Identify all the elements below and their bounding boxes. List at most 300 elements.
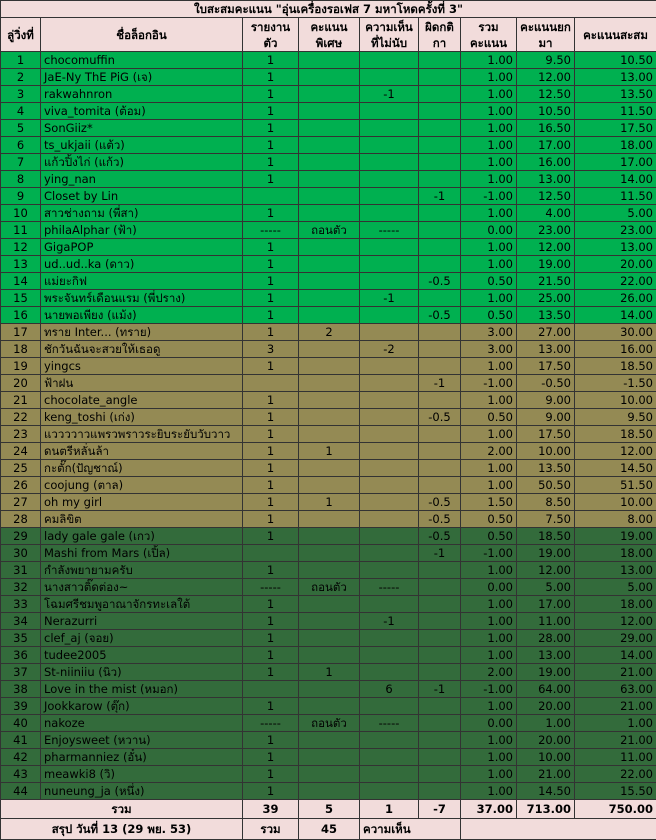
lane-number: 24	[1, 443, 41, 460]
table-row	[1, 562, 656, 579]
report-count: 3	[243, 341, 299, 358]
bonus-points	[299, 732, 360, 749]
foul-points	[419, 171, 461, 188]
accumulated-points: 18.00	[575, 545, 656, 562]
report-count: -----	[243, 715, 299, 732]
foul-points	[419, 137, 461, 154]
bonus-points	[299, 409, 360, 426]
total-points: 1.00	[461, 205, 517, 222]
bonus-points	[299, 86, 360, 103]
report-count: 1	[243, 460, 299, 477]
lane-number: 33	[1, 596, 41, 613]
lane-number: 23	[1, 426, 41, 443]
bonus-points	[299, 460, 360, 477]
uncounted-comments: -----	[360, 715, 419, 732]
report-count: 1	[243, 443, 299, 460]
login-name: JaE-Ny ThE PiG (เจ)	[41, 69, 243, 86]
uncounted-comments	[360, 545, 419, 562]
accumulated-points: 18.00	[575, 137, 656, 154]
lane-number: 16	[1, 307, 41, 324]
lane-number: 37	[1, 664, 41, 681]
accumulated-points: 26.00	[575, 290, 656, 307]
report-count: 1	[243, 205, 299, 222]
login-name: coojung (ตาล)	[41, 477, 243, 494]
report-count: -----	[243, 579, 299, 596]
foul-points	[419, 120, 461, 137]
total-points: 1.00	[461, 698, 517, 715]
foul-points	[419, 443, 461, 460]
bonus-points	[299, 630, 360, 647]
table-row	[1, 460, 656, 477]
uncounted-comments: -2	[360, 341, 419, 358]
login-name: chocolate_angle	[41, 392, 243, 409]
lane-number: 6	[1, 137, 41, 154]
report-count: 1	[243, 120, 299, 137]
total-points: -1.00	[461, 188, 517, 205]
table-row	[1, 375, 656, 392]
uncounted-comments	[360, 188, 419, 205]
report-count: 1	[243, 69, 299, 86]
foul-points	[419, 664, 461, 681]
title-row	[1, 1, 656, 18]
report-count: 1	[243, 239, 299, 256]
uncounted-comments	[360, 749, 419, 766]
header-carried: คะแนนยกมา	[517, 18, 575, 52]
total-points: 1.00	[461, 783, 517, 800]
total-points: 0.00	[461, 579, 517, 596]
report-count: 1	[243, 290, 299, 307]
lane-number: 35	[1, 630, 41, 647]
table-row	[1, 290, 656, 307]
total-points: 1.00	[461, 358, 517, 375]
uncounted-comments	[360, 307, 419, 324]
lane-number: 20	[1, 375, 41, 392]
summary-accum: 750.00	[575, 800, 656, 819]
report-count: 1	[243, 358, 299, 375]
foul-points	[419, 290, 461, 307]
total-points: 1.00	[461, 749, 517, 766]
accumulated-points: 8.00	[575, 511, 656, 528]
foul-points	[419, 69, 461, 86]
report-count	[243, 375, 299, 392]
total-points: -1.00	[461, 681, 517, 698]
lane-number: 40	[1, 715, 41, 732]
lane-number: 13	[1, 256, 41, 273]
carried-points: 12.00	[517, 562, 575, 579]
total-points: 1.00	[461, 154, 517, 171]
report-count: 1	[243, 154, 299, 171]
table-row	[1, 69, 656, 86]
report-count: 1	[243, 426, 299, 443]
login-name: นางสาวติ๊ดต่อง~	[41, 579, 243, 596]
uncounted-comments	[360, 426, 419, 443]
report-count: 1	[243, 562, 299, 579]
lane-number: 19	[1, 358, 41, 375]
total-points: 1.00	[461, 766, 517, 783]
foul-points	[419, 562, 461, 579]
lane-number: 28	[1, 511, 41, 528]
carried-points: 23.00	[517, 222, 575, 239]
foul-points	[419, 613, 461, 630]
accumulated-points: 18.00	[575, 596, 656, 613]
uncounted-comments	[360, 766, 419, 783]
login-name: แก้วปิ้งไก่ (แก้ว)	[41, 154, 243, 171]
carried-points: 10.50	[517, 103, 575, 120]
lane-number: 2	[1, 69, 41, 86]
table-row	[1, 341, 656, 358]
accumulated-points: 17.00	[575, 154, 656, 171]
foul-points	[419, 426, 461, 443]
foul-points: -1	[419, 375, 461, 392]
total-points: 1.00	[461, 171, 517, 188]
login-name: สาวช่างถาม (พี่สา)	[41, 205, 243, 222]
foul-points: -0.5	[419, 494, 461, 511]
report-count	[243, 681, 299, 698]
accumulated-points: 22.00	[575, 273, 656, 290]
foul-points	[419, 52, 461, 69]
bonus-points	[299, 103, 360, 120]
table-row	[1, 188, 656, 205]
lane-number: 5	[1, 120, 41, 137]
foul-points	[419, 596, 461, 613]
lane-number: 4	[1, 103, 41, 120]
login-name: แววววาวแพรวพราวระยิบระยับวับวาว	[41, 426, 243, 443]
login-name: Jookkarow (ตุ๊ก)	[41, 698, 243, 715]
header-login: ชื่อล็อกอิน	[41, 18, 243, 52]
lane-number: 29	[1, 528, 41, 545]
accumulated-points: 63.00	[575, 681, 656, 698]
lane-number: 31	[1, 562, 41, 579]
carried-points: 10.00	[517, 443, 575, 460]
table-row	[1, 783, 656, 800]
carried-points: 12.00	[517, 69, 575, 86]
login-name: ying_nan	[41, 171, 243, 188]
report-count: 1	[243, 511, 299, 528]
carried-points: 13.00	[517, 341, 575, 358]
uncounted-comments	[360, 52, 419, 69]
carried-points: 27.00	[517, 324, 575, 341]
lane-number: 43	[1, 766, 41, 783]
lane-number: 15	[1, 290, 41, 307]
login-name: yingcs	[41, 358, 243, 375]
report-count: -----	[243, 222, 299, 239]
login-name: ทราย Inter... (ทราย)	[41, 324, 243, 341]
table-row	[1, 120, 656, 137]
login-name: nakoze	[41, 715, 243, 732]
foul-points: -1	[419, 545, 461, 562]
footer-blank	[461, 819, 656, 840]
carried-points: 25.00	[517, 290, 575, 307]
lane-number: 32	[1, 579, 41, 596]
report-count: 1	[243, 664, 299, 681]
accumulated-points: 19.00	[575, 528, 656, 545]
header-row	[1, 18, 656, 52]
table-row	[1, 698, 656, 715]
accumulated-points: 13.00	[575, 562, 656, 579]
total-points: -1.00	[461, 545, 517, 562]
footer-label: สรุป วันที่ 13 (29 พย. 53)	[1, 819, 243, 840]
bonus-points: 2	[299, 324, 360, 341]
accumulated-points: 21.00	[575, 664, 656, 681]
bonus-points	[299, 137, 360, 154]
table-row	[1, 171, 656, 188]
header-foul: ผิดกติกา	[419, 18, 461, 52]
accumulated-points: 5.00	[575, 579, 656, 596]
total-points: 0.50	[461, 409, 517, 426]
accumulated-points: 22.00	[575, 766, 656, 783]
total-points: 0.50	[461, 511, 517, 528]
report-count: 1	[243, 766, 299, 783]
uncounted-comments	[360, 477, 419, 494]
foul-points	[419, 392, 461, 409]
carried-points: -0.50	[517, 375, 575, 392]
uncounted-comments	[360, 120, 419, 137]
table-row	[1, 392, 656, 409]
table-row	[1, 681, 656, 698]
foul-points	[419, 749, 461, 766]
table-row	[1, 664, 656, 681]
table-row	[1, 324, 656, 341]
uncounted-comments	[360, 103, 419, 120]
login-name: กะตั๊ก(ปัญชาณ์)	[41, 460, 243, 477]
bonus-points	[299, 596, 360, 613]
total-points: 1.00	[461, 239, 517, 256]
carried-points: 9.50	[517, 52, 575, 69]
lane-number: 30	[1, 545, 41, 562]
uncounted-comments	[360, 137, 419, 154]
foul-points	[419, 647, 461, 664]
login-name: chocomuffin	[41, 52, 243, 69]
total-points: 1.00	[461, 137, 517, 154]
bonus-points	[299, 69, 360, 86]
accumulated-points: 12.00	[575, 613, 656, 630]
foul-points: -0.5	[419, 511, 461, 528]
total-points: 1.00	[461, 562, 517, 579]
carried-points: 13.50	[517, 460, 575, 477]
uncounted-comments	[360, 375, 419, 392]
accumulated-points: 13.00	[575, 69, 656, 86]
bonus-points	[299, 698, 360, 715]
footer-unit: ความเห็น	[360, 819, 461, 840]
uncounted-comments	[360, 256, 419, 273]
login-name: nuneung_ja (หนึ่ง)	[41, 783, 243, 800]
report-count: 1	[243, 613, 299, 630]
total-points: 1.00	[461, 596, 517, 613]
lane-number: 26	[1, 477, 41, 494]
foul-points	[419, 732, 461, 749]
lane-number: 12	[1, 239, 41, 256]
table-row	[1, 52, 656, 69]
carried-points: 9.00	[517, 392, 575, 409]
login-name: Enjoysweet (หวาน)	[41, 732, 243, 749]
accumulated-points: 51.50	[575, 477, 656, 494]
foul-points	[419, 698, 461, 715]
bonus-points: 1	[299, 664, 360, 681]
bonus-points: 1	[299, 494, 360, 511]
bonus-points	[299, 290, 360, 307]
foul-points	[419, 324, 461, 341]
accumulated-points: 18.50	[575, 358, 656, 375]
carried-points: 17.00	[517, 596, 575, 613]
total-points: 1.00	[461, 69, 517, 86]
login-name: clef_aj (จอย)	[41, 630, 243, 647]
foul-points: -1	[419, 681, 461, 698]
table-row	[1, 511, 656, 528]
login-name: คมลิขิต	[41, 511, 243, 528]
lane-number: 34	[1, 613, 41, 630]
report-count: 1	[243, 630, 299, 647]
uncounted-comments	[360, 358, 419, 375]
login-name: philaAlphar (ฟ้า)	[41, 222, 243, 239]
summary-report: 39	[243, 800, 299, 819]
uncounted-comments	[360, 783, 419, 800]
table-row	[1, 715, 656, 732]
bonus-points	[299, 120, 360, 137]
uncounted-comments	[360, 562, 419, 579]
bonus-points: ถอนตัว	[299, 222, 360, 239]
carried-points: 18.50	[517, 528, 575, 545]
login-name: meawki8 (วิ)	[41, 766, 243, 783]
sheet-title: ใบสะสมคะแนน "อุ่นเครื่องรอเฟส 7 มหาโหดครั้งที่ 3"	[1, 1, 656, 18]
login-name: Closet by Lin	[41, 188, 243, 205]
header-lane: ลู่วิ่งที่	[1, 18, 41, 52]
report-count: 1	[243, 596, 299, 613]
uncounted-comments	[360, 324, 419, 341]
carried-points: 10.00	[517, 749, 575, 766]
login-name: tudee2005	[41, 647, 243, 664]
summary-row	[1, 800, 656, 819]
foul-points	[419, 205, 461, 222]
table-row	[1, 579, 656, 596]
foul-points: -0.5	[419, 409, 461, 426]
foul-points	[419, 477, 461, 494]
report-count: 1	[243, 86, 299, 103]
table-row	[1, 205, 656, 222]
bonus-points	[299, 528, 360, 545]
accumulated-points: 17.50	[575, 120, 656, 137]
uncounted-comments	[360, 69, 419, 86]
accumulated-points: 23.00	[575, 222, 656, 239]
carried-points: 12.50	[517, 86, 575, 103]
report-count: 1	[243, 749, 299, 766]
login-name: Love in the mist (หมอก)	[41, 681, 243, 698]
lane-number: 39	[1, 698, 41, 715]
table-row	[1, 545, 656, 562]
accumulated-points: 11.50	[575, 103, 656, 120]
login-name: แม่ยะกิฟ	[41, 273, 243, 290]
login-name: ฟ้าฝน	[41, 375, 243, 392]
report-count: 1	[243, 137, 299, 154]
table-row	[1, 137, 656, 154]
carried-points: 9.00	[517, 409, 575, 426]
bonus-points	[299, 307, 360, 324]
bonus-points	[299, 392, 360, 409]
table-row	[1, 443, 656, 460]
lane-number: 18	[1, 341, 41, 358]
uncounted-comments	[360, 239, 419, 256]
lane-number: 14	[1, 273, 41, 290]
total-points: 1.00	[461, 630, 517, 647]
bonus-points	[299, 766, 360, 783]
bonus-points	[299, 613, 360, 630]
total-points: 1.00	[461, 647, 517, 664]
login-name: โฉมศรีชมพูอาณาจักรทะเลใต้	[41, 596, 243, 613]
accumulated-points: 14.00	[575, 307, 656, 324]
uncounted-comments	[360, 171, 419, 188]
footer-total-label: รวม	[243, 819, 299, 840]
accumulated-points: 9.50	[575, 409, 656, 426]
foul-points	[419, 579, 461, 596]
bonus-points	[299, 171, 360, 188]
lane-number: 44	[1, 783, 41, 800]
header-total: รวมคะแนน	[461, 18, 517, 52]
foul-points	[419, 766, 461, 783]
accumulated-points: 20.00	[575, 256, 656, 273]
carried-points: 5.00	[517, 579, 575, 596]
total-points: 1.00	[461, 426, 517, 443]
accumulated-points: 14.00	[575, 171, 656, 188]
carried-points: 14.50	[517, 783, 575, 800]
table-row	[1, 307, 656, 324]
table-row	[1, 613, 656, 630]
login-name: lady gale gale (เกว)	[41, 528, 243, 545]
summary-carried: 713.00	[517, 800, 575, 819]
lane-number: 1	[1, 52, 41, 69]
bonus-points	[299, 205, 360, 222]
foul-points	[419, 630, 461, 647]
table-row	[1, 256, 656, 273]
accumulated-points: 21.00	[575, 732, 656, 749]
carried-points: 13.00	[517, 171, 575, 188]
carried-points: 12.50	[517, 188, 575, 205]
bonus-points	[299, 375, 360, 392]
table-row	[1, 222, 656, 239]
total-points: 1.00	[461, 103, 517, 120]
accumulated-points: 10.00	[575, 494, 656, 511]
table-row	[1, 409, 656, 426]
carried-points: 19.00	[517, 664, 575, 681]
lane-number: 27	[1, 494, 41, 511]
login-name: GigaPOP	[41, 239, 243, 256]
accumulated-points: 14.00	[575, 647, 656, 664]
accumulated-points: -1.50	[575, 375, 656, 392]
bonus-points	[299, 256, 360, 273]
uncounted-comments	[360, 528, 419, 545]
report-count: 1	[243, 477, 299, 494]
login-name: พระจันทร์เดือนแรม (พี่ปราง)	[41, 290, 243, 307]
bonus-points	[299, 681, 360, 698]
carried-points: 13.50	[517, 307, 575, 324]
accumulated-points: 21.00	[575, 698, 656, 715]
login-name: Nerazurri	[41, 613, 243, 630]
total-points: 0.00	[461, 222, 517, 239]
uncounted-comments	[360, 732, 419, 749]
carried-points: 20.00	[517, 698, 575, 715]
accumulated-points: 16.00	[575, 341, 656, 358]
lane-number: 11	[1, 222, 41, 239]
login-name: rakwahnron	[41, 86, 243, 103]
bonus-points	[299, 783, 360, 800]
table-row	[1, 239, 656, 256]
table-row	[1, 154, 656, 171]
uncounted-comments: -----	[360, 579, 419, 596]
total-points: 1.00	[461, 290, 517, 307]
carried-points: 17.50	[517, 358, 575, 375]
report-count: 1	[243, 256, 299, 273]
total-points: 2.00	[461, 443, 517, 460]
accumulated-points: 12.00	[575, 443, 656, 460]
carried-points: 4.00	[517, 205, 575, 222]
